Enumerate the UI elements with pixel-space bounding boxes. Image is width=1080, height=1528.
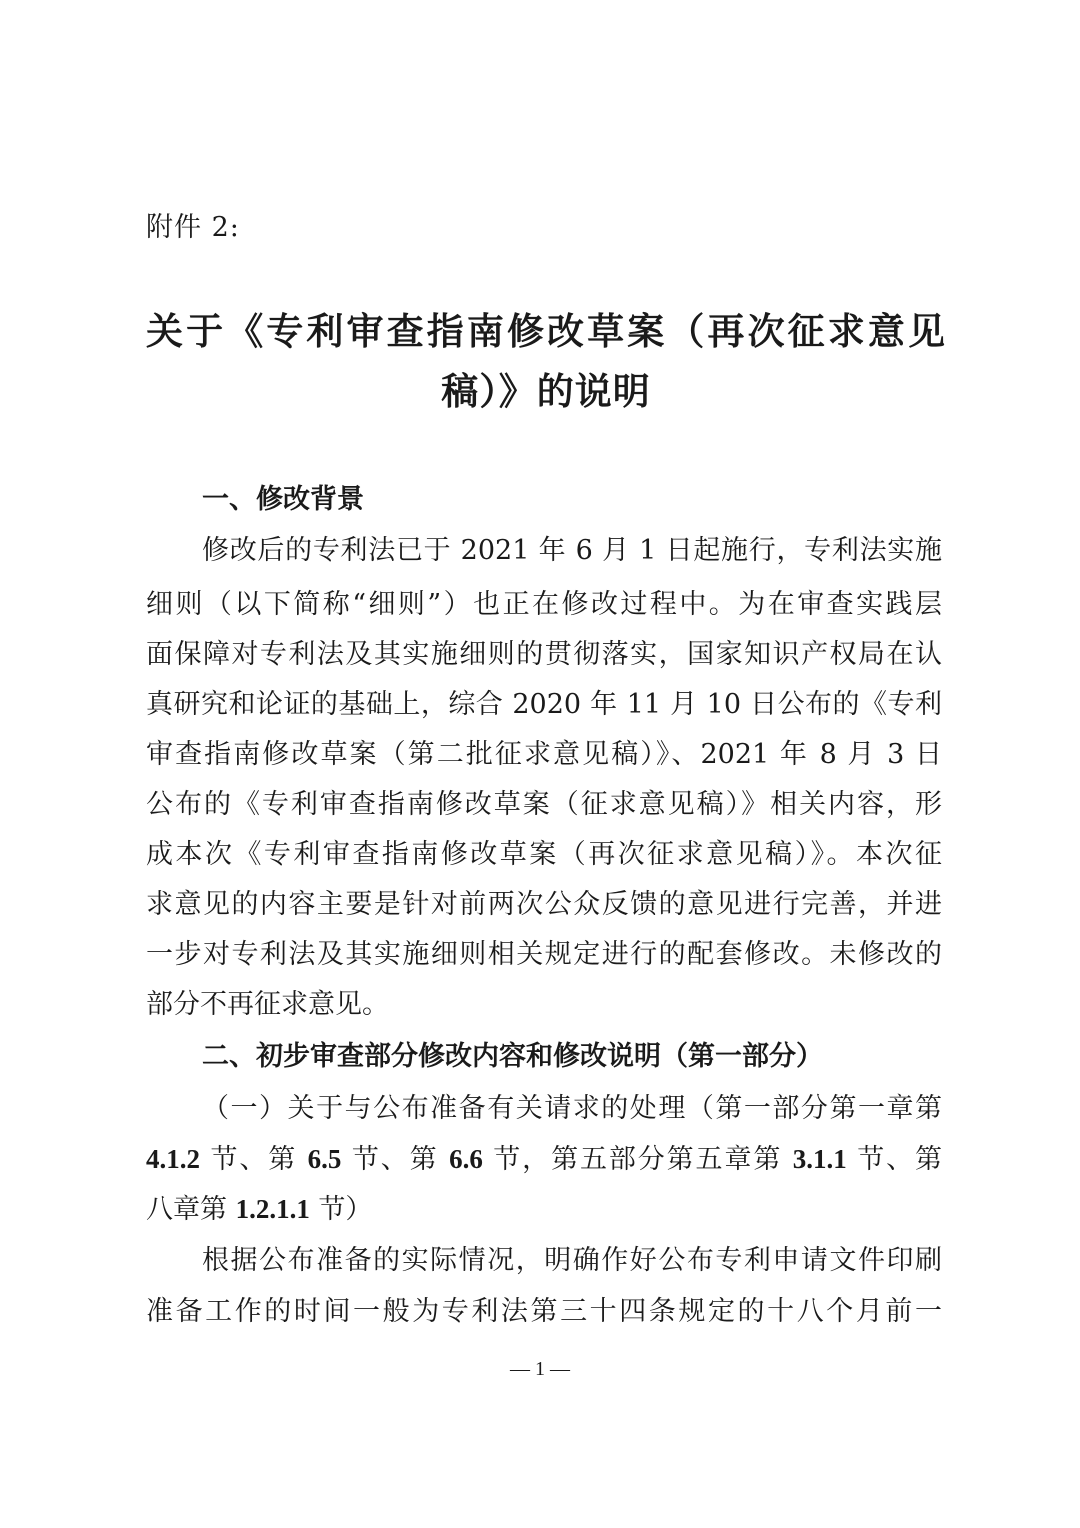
- subsection-1-heading-line-2: 4.1.2 节、第 6.5 节、第 6.6 节，第五部分第五章第 3.1.1 节、第: [146, 1144, 943, 1175]
- paragraph-line: 成本次《专利审查指南修改草案（再次征求意见稿）》。本次征: [146, 839, 942, 870]
- paragraph-line: 审查指南修改草案（第二批征求意见稿）》、2021 年 8 月 3 日: [146, 739, 942, 770]
- paragraph-line: 准备工作的时间一般为专利法第三十四条规定的十八个月前一: [146, 1296, 942, 1327]
- document-title-line-2: 稿）》的说明: [441, 370, 651, 413]
- paragraph-line: 求意见的内容主要是针对前两次公众反馈的意见进行完善，并进: [146, 889, 942, 920]
- paragraph-line: 面保障对专利法及其实施细则的贯彻落实，国家知识产权局在认: [146, 639, 942, 670]
- section-ref: 6.6: [449, 1144, 483, 1174]
- section-ref: 4.1.2: [146, 1144, 200, 1174]
- paragraph-line: 部分不再征求意见。: [146, 989, 389, 1020]
- section-ref: 3.1.1: [792, 1144, 847, 1174]
- document-title-line-1: 关于《专利审查指南修改草案（再次征求意见: [146, 310, 946, 353]
- paragraph-line: 真研究和论证的基础上，综合 2020 年 11 月 10 日公布的《专利: [146, 689, 942, 720]
- paragraph-line: 根据公布准备的实际情况，明确作好公布专利申请文件印刷: [202, 1245, 942, 1276]
- paragraph-line: 细则（以下简称“细则”）也正在修改过程中。为在审查实践层: [146, 589, 942, 620]
- page-number: — 1 —: [510, 1358, 570, 1380]
- subsection-1-heading-line-1: （一）关于与公布准备有关请求的处理（第一部分第一章第: [202, 1093, 942, 1124]
- attachment-label: 附件 2:: [146, 212, 240, 243]
- paragraph-line: 修改后的专利法已于 2021 年 6 月 1 日起施行，专利法实施: [202, 535, 942, 566]
- paragraph-line: 公布的《专利审查指南修改草案（征求意见稿）》相关内容，形: [146, 789, 942, 820]
- section-2-heading: 二、初步审查部分修改内容和修改说明（第一部分）: [202, 1041, 823, 1072]
- section-ref: 1.2.1.1: [235, 1194, 310, 1224]
- section-1-heading: 一、修改背景: [202, 484, 364, 515]
- subsection-1-heading-line-3: 八章第 1.2.1.1 节）: [146, 1194, 373, 1225]
- paragraph-line: 一步对专利法及其实施细则相关规定进行的配套修改。未修改的: [146, 939, 942, 970]
- section-ref: 6.5: [307, 1144, 342, 1174]
